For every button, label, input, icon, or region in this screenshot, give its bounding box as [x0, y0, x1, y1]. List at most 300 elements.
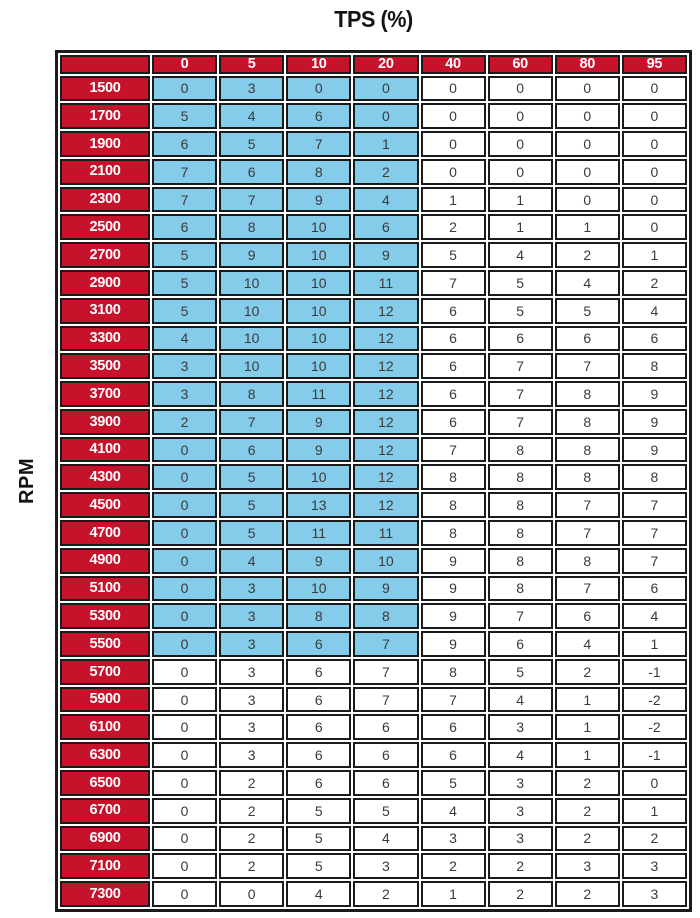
map-cell: 5: [488, 298, 553, 324]
map-cell: 3: [219, 576, 284, 602]
map-cell: 9: [622, 437, 687, 463]
rpm-row-header: 2100: [60, 159, 150, 185]
map-cell: 3: [622, 853, 687, 879]
map-cell: 12: [353, 381, 418, 407]
header-row: [60, 55, 687, 74]
map-cell: 6: [286, 103, 351, 129]
map-cell: 2: [219, 826, 284, 852]
y-axis-label: RPM: [15, 458, 38, 504]
map-cell: 5: [421, 242, 486, 268]
map-cell: 8: [555, 437, 620, 463]
map-cell: 10: [286, 298, 351, 324]
map-cell: 1: [622, 631, 687, 657]
map-cell: 9: [286, 548, 351, 574]
map-cell: 0: [421, 103, 486, 129]
rpm-row-header: 2700: [60, 242, 150, 268]
map-cell: 12: [353, 409, 418, 435]
map-cell: 3: [488, 798, 553, 824]
map-cell: 2: [488, 881, 553, 907]
map-cell: 6: [286, 659, 351, 685]
map-cell: -2: [622, 687, 687, 713]
map-cell: 8: [421, 492, 486, 518]
tps-col-header: 40: [421, 55, 486, 74]
rpm-row-header: 3900: [60, 409, 150, 435]
map-cell: 11: [286, 520, 351, 546]
map-cell: 3: [353, 853, 418, 879]
rpm-row-header: 4100: [60, 437, 150, 463]
map-cell: 5: [219, 492, 284, 518]
rpm-row-header: 4300: [60, 464, 150, 490]
map-cell: 10: [219, 270, 284, 296]
map-cell: 0: [622, 770, 687, 796]
map-cell: 9: [353, 242, 418, 268]
map-cell: 10: [286, 242, 351, 268]
map-cell: 2: [421, 214, 486, 240]
table-row: [60, 242, 687, 268]
map-cell: 5: [152, 103, 217, 129]
map-cell: 3: [622, 881, 687, 907]
table-row: [60, 326, 687, 352]
map-cell: 6: [421, 353, 486, 379]
table-row: [60, 492, 687, 518]
tps-col-header: 0: [152, 55, 217, 74]
map-cell: 7: [622, 492, 687, 518]
rpm-row-header: 3100: [60, 298, 150, 324]
map-cell: 2: [353, 159, 418, 185]
rpm-row-header: 2900: [60, 270, 150, 296]
table-row: [60, 798, 687, 824]
map-cell: 6: [286, 687, 351, 713]
map-cell: 0: [152, 742, 217, 768]
map-cell: 10: [286, 576, 351, 602]
map-cell: 6: [286, 770, 351, 796]
map-cell: 8: [286, 159, 351, 185]
map-cell: 0: [152, 576, 217, 602]
map-cell: 9: [421, 548, 486, 574]
map-cell: 8: [622, 464, 687, 490]
map-cell: 8: [555, 381, 620, 407]
map-cell: 3: [488, 714, 553, 740]
map-cell: 5: [219, 131, 284, 157]
rpm-row-header: 4500: [60, 492, 150, 518]
map-cell: 0: [152, 659, 217, 685]
map-cell: 2: [488, 853, 553, 879]
map-cell: 8: [421, 520, 486, 546]
tps-rpm-map-table: [55, 50, 692, 912]
map-cell: 1: [555, 214, 620, 240]
map-cell: 0: [152, 464, 217, 490]
map-cell: 8: [555, 409, 620, 435]
table-body: [60, 76, 687, 908]
map-cell: 1: [555, 742, 620, 768]
map-cell: 0: [152, 770, 217, 796]
table-row: [60, 687, 687, 713]
map-cell: 9: [286, 437, 351, 463]
map-cell: 7: [421, 437, 486, 463]
map-cell: 6: [555, 326, 620, 352]
map-cell: 7: [488, 409, 553, 435]
map-cell: 9: [421, 576, 486, 602]
map-cell: 5: [488, 270, 553, 296]
map-cell: 0: [152, 714, 217, 740]
map-cell: 8: [488, 437, 553, 463]
map-cell: 10: [286, 326, 351, 352]
map-cell: 4: [353, 826, 418, 852]
map-cell: 3: [488, 770, 553, 796]
map-cell: 12: [353, 353, 418, 379]
rpm-row-header: 5300: [60, 603, 150, 629]
map-cell: 6: [353, 742, 418, 768]
map-cell: 1: [622, 798, 687, 824]
rpm-row-header: 1700: [60, 103, 150, 129]
rpm-row-header: 6900: [60, 826, 150, 852]
map-cell: 6: [286, 714, 351, 740]
table-row: [60, 353, 687, 379]
map-cell: 5: [219, 464, 284, 490]
map-cell: 4: [152, 326, 217, 352]
map-cell: 8: [488, 464, 553, 490]
map-cell: 0: [555, 187, 620, 213]
rpm-row-header: 5100: [60, 576, 150, 602]
map-cell: 0: [152, 548, 217, 574]
map-cell: 4: [219, 103, 284, 129]
tps-col-header: 5: [219, 55, 284, 74]
map-cell: 4: [488, 242, 553, 268]
map-cell: 7: [152, 159, 217, 185]
map-cell: 7: [555, 353, 620, 379]
rpm-row-header: 3700: [60, 381, 150, 407]
map-cell: 3: [219, 659, 284, 685]
map-cell: 7: [488, 353, 553, 379]
map-cell: 0: [622, 214, 687, 240]
table-row: [60, 603, 687, 629]
map-cell: 7: [555, 492, 620, 518]
map-cell: 1: [421, 187, 486, 213]
map-cell: 6: [421, 326, 486, 352]
rpm-row-header: 7300: [60, 881, 150, 907]
rpm-row-header: 4700: [60, 520, 150, 546]
map-cell: 12: [353, 464, 418, 490]
map-cell: 0: [152, 603, 217, 629]
map-cell: 0: [219, 881, 284, 907]
table-row: [60, 881, 687, 907]
map-cell: 3: [219, 687, 284, 713]
map-cell: 10: [353, 548, 418, 574]
table-row: [60, 742, 687, 768]
table-row: [60, 826, 687, 852]
map-cell: 7: [488, 603, 553, 629]
map-cell: 1: [555, 687, 620, 713]
map-cell: 6: [286, 742, 351, 768]
map-cell: 6: [622, 326, 687, 352]
map-cell: 10: [219, 298, 284, 324]
map-cell: 5: [555, 298, 620, 324]
map-cell: 7: [219, 409, 284, 435]
map-cell: 5: [152, 270, 217, 296]
map-cell: 7: [152, 187, 217, 213]
map-cell: 6: [421, 298, 486, 324]
map-cell: 12: [353, 492, 418, 518]
map-cell: 5: [286, 798, 351, 824]
tps-col-header: 80: [555, 55, 620, 74]
map-cell: 1: [488, 214, 553, 240]
map-cell: 13: [286, 492, 351, 518]
map-cell: 12: [353, 298, 418, 324]
map-cell: 2: [152, 409, 217, 435]
map-cell: 1: [622, 242, 687, 268]
table-row: [60, 131, 687, 157]
map-cell: 7: [219, 187, 284, 213]
map-cell: 7: [353, 659, 418, 685]
table-row: [60, 381, 687, 407]
map-cell: 0: [488, 103, 553, 129]
map-cell: 9: [286, 409, 351, 435]
map-cell: 12: [353, 437, 418, 463]
table-row: [60, 548, 687, 574]
map-cell: 2: [555, 826, 620, 852]
map-cell: 7: [353, 631, 418, 657]
map-cell: 10: [286, 464, 351, 490]
map-cell: 9: [421, 603, 486, 629]
table-row: [60, 103, 687, 129]
map-cell: 4: [421, 798, 486, 824]
map-cell: 2: [219, 798, 284, 824]
map-cell: -2: [622, 714, 687, 740]
map-cell: -1: [622, 659, 687, 685]
chart-title: TPS (%): [334, 6, 413, 32]
rpm-row-header: 7100: [60, 853, 150, 879]
map-cell: 8: [622, 353, 687, 379]
map-cell: -1: [622, 742, 687, 768]
map-cell: 0: [152, 853, 217, 879]
map-cell: 10: [286, 214, 351, 240]
map-cell: 10: [286, 353, 351, 379]
table-row: [60, 270, 687, 296]
table-row: [60, 298, 687, 324]
map-cell: 1: [421, 881, 486, 907]
map-cell: 0: [622, 159, 687, 185]
table-row: [60, 659, 687, 685]
map-cell: 8: [555, 464, 620, 490]
map-cell: 4: [488, 687, 553, 713]
map-cell: 7: [555, 576, 620, 602]
table-row: [60, 853, 687, 879]
map-cell: 2: [353, 881, 418, 907]
map-cell: 8: [488, 548, 553, 574]
map-cell: 2: [555, 770, 620, 796]
map-cell: 2: [622, 826, 687, 852]
map-cell: 8: [488, 520, 553, 546]
map-cell: 2: [555, 659, 620, 685]
map-cell: 0: [622, 131, 687, 157]
map-cell: 0: [622, 76, 687, 102]
table-row: [60, 770, 687, 796]
map-cell: 8: [219, 214, 284, 240]
map-cell: 4: [219, 548, 284, 574]
map-cell: 3: [488, 826, 553, 852]
rpm-row-header: 6500: [60, 770, 150, 796]
map-cell: 0: [622, 103, 687, 129]
map-cell: 0: [488, 159, 553, 185]
map-cell: 3: [219, 631, 284, 657]
map-cell: 3: [219, 76, 284, 102]
map-cell: 6: [353, 214, 418, 240]
map-cell: 8: [555, 548, 620, 574]
map-cell: 8: [353, 603, 418, 629]
map-cell: 3: [219, 603, 284, 629]
map-cell: 8: [286, 603, 351, 629]
table-header: [60, 55, 687, 74]
map-cell: 6: [488, 631, 553, 657]
map-cell: 0: [152, 881, 217, 907]
rpm-row-header: 4900: [60, 548, 150, 574]
map-cell: 0: [152, 826, 217, 852]
map-cell: 3: [421, 826, 486, 852]
map-cell: 8: [219, 381, 284, 407]
table-row: [60, 714, 687, 740]
map-cell: 0: [555, 159, 620, 185]
map-cell: 7: [421, 270, 486, 296]
table-row: [60, 437, 687, 463]
map-cell: 6: [353, 770, 418, 796]
map-cell: 4: [488, 742, 553, 768]
rpm-row-header: 5700: [60, 659, 150, 685]
map-cell: 0: [152, 437, 217, 463]
map-cell: 5: [353, 798, 418, 824]
table-row: [60, 576, 687, 602]
map-cell: 6: [152, 214, 217, 240]
map-cell: 3: [219, 714, 284, 740]
map-cell: 0: [421, 76, 486, 102]
rpm-row-header: 2500: [60, 214, 150, 240]
map-cell: 0: [421, 159, 486, 185]
map-cell: 2: [219, 770, 284, 796]
rpm-row-header: 1500: [60, 76, 150, 102]
map-cell: 7: [353, 687, 418, 713]
map-cell: 7: [555, 520, 620, 546]
map-cell: 3: [219, 742, 284, 768]
map-cell: 4: [286, 881, 351, 907]
table-row: [60, 520, 687, 546]
map-cell: 6: [219, 437, 284, 463]
map-cell: 0: [152, 631, 217, 657]
map-cell: 2: [421, 853, 486, 879]
map-cell: 4: [622, 298, 687, 324]
rpm-row-header: 6300: [60, 742, 150, 768]
map-cell: 0: [421, 131, 486, 157]
table-row: [60, 187, 687, 213]
rpm-row-header: 5500: [60, 631, 150, 657]
rpm-row-header: 6100: [60, 714, 150, 740]
rpm-row-header: 5900: [60, 687, 150, 713]
map-cell: 8: [488, 576, 553, 602]
map-cell: 5: [219, 520, 284, 546]
map-cell: 9: [622, 381, 687, 407]
table-row: [60, 464, 687, 490]
map-cell: 9: [353, 576, 418, 602]
map-cell: 0: [353, 103, 418, 129]
map-cell: 6: [421, 714, 486, 740]
map-cell: 0: [152, 492, 217, 518]
map-cell: 6: [488, 326, 553, 352]
map-cell: 2: [555, 798, 620, 824]
map-cell: 3: [555, 853, 620, 879]
map-cell: 9: [622, 409, 687, 435]
y-axis-label-wrap: [10, 50, 44, 912]
map-cell: 6: [421, 381, 486, 407]
map-cell: 1: [555, 714, 620, 740]
map-cell: 9: [286, 187, 351, 213]
map-cell: 2: [219, 853, 284, 879]
table-row: [60, 631, 687, 657]
map-cell: 7: [488, 381, 553, 407]
map-cell: 5: [286, 853, 351, 879]
map-cell: 7: [421, 687, 486, 713]
map-cell: 0: [286, 76, 351, 102]
tps-col-header: 60: [488, 55, 553, 74]
map-cell: 4: [622, 603, 687, 629]
rpm-row-header: 1900: [60, 131, 150, 157]
tps-col-header: 10: [286, 55, 351, 74]
map-cell: 6: [555, 603, 620, 629]
map-cell: 7: [622, 520, 687, 546]
map-cell: 11: [286, 381, 351, 407]
map-cell: 2: [622, 270, 687, 296]
map-cell: 6: [219, 159, 284, 185]
map-cell: 5: [286, 826, 351, 852]
table-row: [60, 159, 687, 185]
rpm-row-header: 3300: [60, 326, 150, 352]
map-cell: 4: [555, 631, 620, 657]
map-cell: 0: [555, 103, 620, 129]
map-cell: 0: [152, 520, 217, 546]
map-cell: 5: [421, 770, 486, 796]
map-cell: 2: [555, 242, 620, 268]
tps-col-header: 95: [622, 55, 687, 74]
map-cell: 5: [488, 659, 553, 685]
map-cell: 1: [488, 187, 553, 213]
map-cell: 7: [286, 131, 351, 157]
map-cell: 0: [555, 131, 620, 157]
map-cell: 9: [421, 631, 486, 657]
map-cell: 12: [353, 326, 418, 352]
map-cell: 6: [353, 714, 418, 740]
map-cell: 4: [353, 187, 418, 213]
rpm-row-header: 2300: [60, 187, 150, 213]
rpm-row-header: 6700: [60, 798, 150, 824]
map-cell: 0: [488, 76, 553, 102]
map-cell: 5: [152, 298, 217, 324]
map-cell: 0: [152, 687, 217, 713]
table-row: [60, 76, 687, 102]
map-cell: 8: [488, 492, 553, 518]
rpm-row-header: 3500: [60, 353, 150, 379]
map-cell: 4: [555, 270, 620, 296]
map-cell: 0: [488, 131, 553, 157]
map-cell: 10: [219, 326, 284, 352]
map-cell: 5: [152, 242, 217, 268]
map-cell: 11: [353, 270, 418, 296]
map-cell: 0: [353, 76, 418, 102]
map-cell: 10: [286, 270, 351, 296]
map-cell: 3: [152, 381, 217, 407]
map-cell: 6: [421, 742, 486, 768]
map-cell: 8: [421, 464, 486, 490]
map-cell: 0: [622, 187, 687, 213]
table-row: [60, 214, 687, 240]
map-cell: 6: [622, 576, 687, 602]
map-cell: 3: [152, 353, 217, 379]
